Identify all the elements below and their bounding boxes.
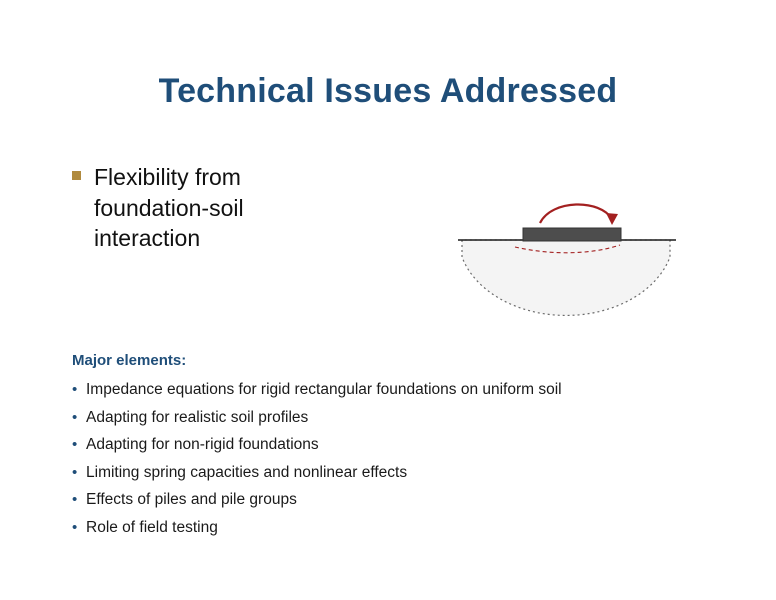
bullet-dot-icon: •	[72, 491, 78, 509]
rotation-arrow-head-icon	[606, 213, 618, 225]
list-item	[72, 519, 732, 538]
bullet-dot-icon: •	[72, 381, 78, 398]
square-bullet-icon	[72, 171, 81, 180]
list-item-label: Role of field testing	[86, 518, 218, 536]
soil-bulb-dotted	[462, 240, 670, 315]
main-bullet	[72, 162, 382, 254]
list-item	[72, 381, 732, 400]
major-elements-label: Major elements:	[72, 352, 187, 369]
list-item	[72, 464, 732, 483]
rotation-arrow	[540, 204, 612, 223]
bullet-dot-icon: •	[72, 518, 78, 536]
bullet-dot-icon: •	[72, 436, 78, 454]
list-item	[72, 491, 732, 510]
bullet-dot-icon: •	[72, 408, 78, 426]
list-item-label: Adapting for non-rigid foundations	[86, 436, 319, 454]
foundation-soil-interaction-diagram	[440, 195, 700, 335]
list-item-label: Effects of piles and pile groups	[86, 491, 297, 509]
list-item-label: Limiting spring capacities and nonlinear effects	[86, 463, 408, 481]
list-item-label: Impedance equations for rigid rectangular foundations on uniform soil	[86, 381, 562, 398]
foundation-block	[523, 228, 621, 241]
list-item	[72, 436, 732, 455]
list-item	[72, 409, 732, 428]
page-title: Technical Issues Addressed	[158, 72, 618, 110]
list-item-label: Adapting for realistic soil profiles	[86, 408, 309, 426]
bullet-row	[72, 162, 382, 254]
main-bullet-label: Flexibility from foundation-soil interaction	[94, 164, 244, 252]
major-elements-list	[72, 381, 732, 547]
bullet-dot-icon: •	[72, 463, 78, 481]
